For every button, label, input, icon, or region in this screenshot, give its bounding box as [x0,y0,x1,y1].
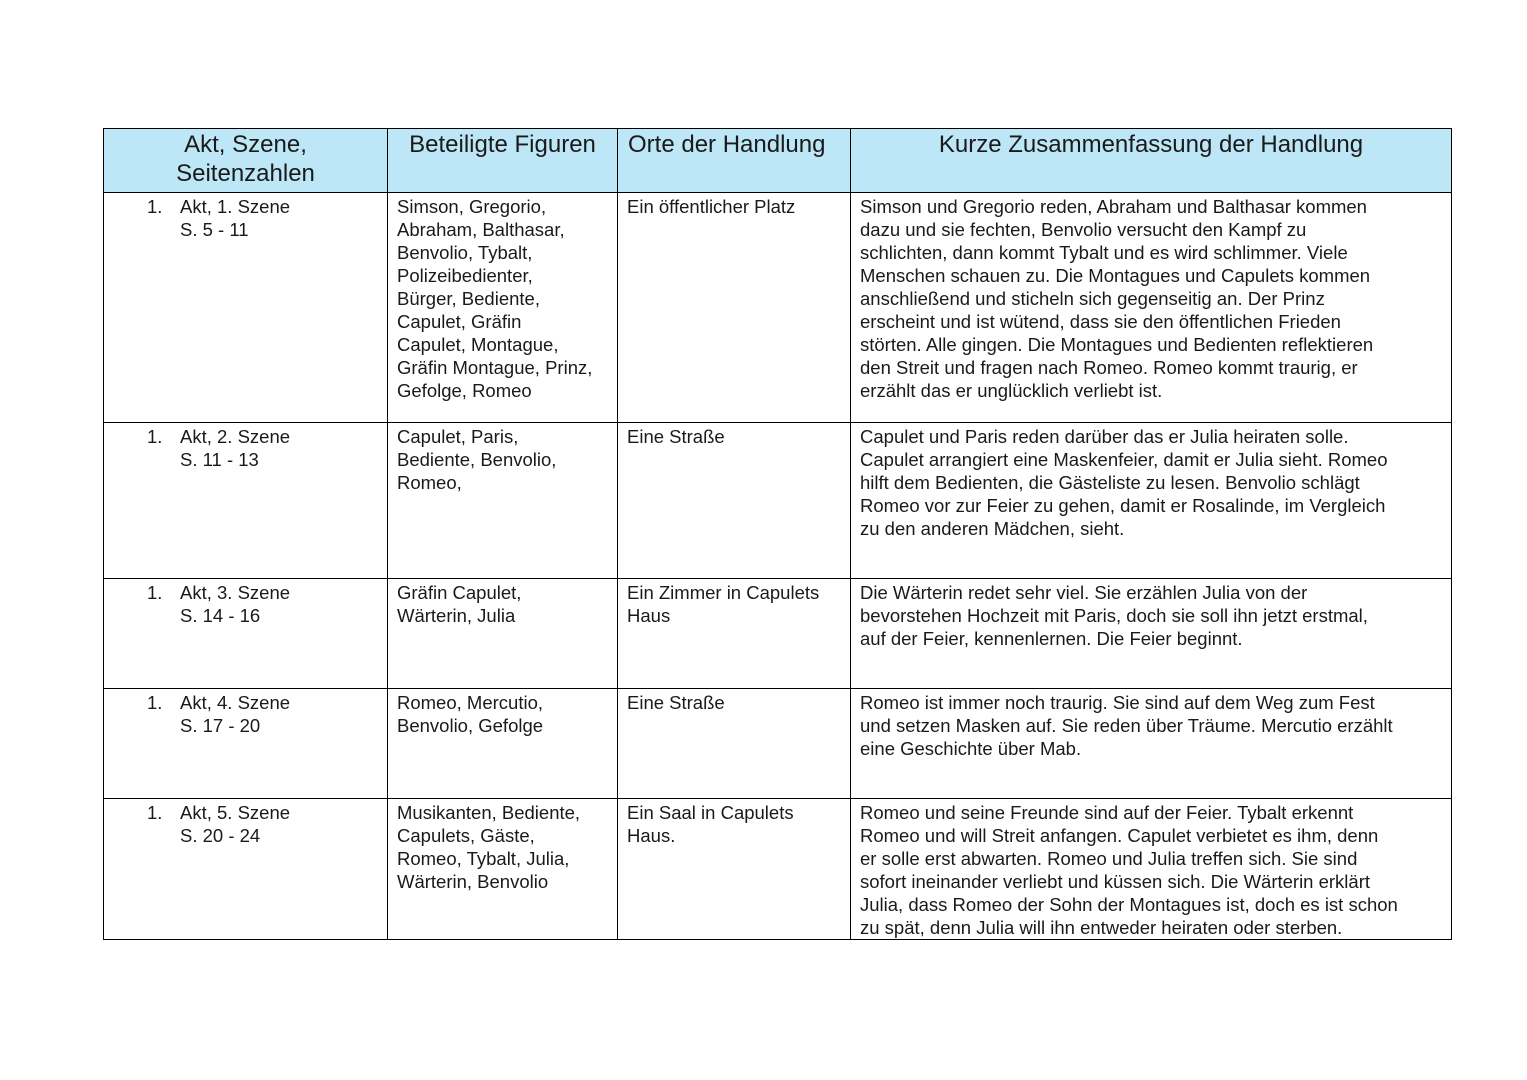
summary-cell: Die Wärterin redet sehr viel. Sie erzählen Julia von der bevorstehen Hochzeit mit Paris, doch sie soll ihn jetzt erstmal, auf der Feier, kennenlernen. Die Feier beginnt. [851,579,1452,689]
page-range: S. 11 - 13 [180,449,259,470]
page-range: S. 20 - 24 [180,825,261,846]
figures-cell: Simson, Gregorio, Abraham, Balthasar, Benvolio, Tybalt, Polizeibedienter, Bürger, Bediente, Capulet, Gräfin Capulet, Montague, Gräfin Montague, Prinz, Gefolge, Romeo [388,193,618,423]
scene-summary-table [103,128,1452,940]
figures-cell: Romeo, Mercutio, Benvolio, Gefolge [388,689,618,799]
act-scene: Akt, 4. Szene [180,692,291,713]
act-scene-cell [104,423,388,579]
header-summary: Kurze Zusammenfassung der Handlung [851,129,1452,193]
figures-cell: Capulet, Paris, Bediente, Benvolio, Romeo, [388,423,618,579]
act-number: 1. [147,582,163,603]
act-scene-cell [104,579,388,689]
location-cell: Eine Straße [618,423,851,579]
page-range: S. 17 - 20 [180,715,261,736]
header-act-scene-pages: Akt, Szene, Seitenzahlen [104,129,388,193]
location-cell: Eine Straße [618,689,851,799]
location-cell: Ein Saal in Capulets Haus. [618,799,851,940]
table-row [104,193,1452,423]
act-scene-cell [104,193,388,423]
header-row [104,129,1452,193]
act-scene-cell [104,689,388,799]
act-scene-cell [104,799,388,940]
summary-cell: Capulet und Paris reden darüber das er Julia heiraten solle. Capulet arrangiert eine Maskenfeier, damit er Julia sieht. Romeo hilft dem Bedienten, die Gästeliste zu lesen. Benvolio schlägt Romeo vor zur Feier zu gehen, damit er Rosalinde, im Vergleich zu den anderen Mädchen, sieht. [851,423,1452,579]
act-number: 1. [147,196,163,217]
table-row [104,689,1452,799]
location-cell: Ein Zimmer in Capulets Haus [618,579,851,689]
page-range: S. 5 - 11 [180,219,249,240]
act-scene: Akt, 2. Szene [180,426,291,447]
act-number: 1. [147,692,163,713]
act-number: 1. [147,426,163,447]
act-scene: Akt, 3. Szene [180,582,291,603]
figures-cell: Musikanten, Bediente, Capulets, Gäste, Romeo, Tybalt, Julia, Wärterin, Benvolio [388,799,618,940]
act-number: 1. [147,802,163,823]
header-figures: Beteiligte Figuren [388,129,618,193]
location-cell: Ein öffentlicher Platz [618,193,851,423]
act-scene: Akt, 1. Szene [180,196,291,217]
table-row [104,423,1452,579]
page-range: S. 14 - 16 [180,605,261,626]
summary-cell: Romeo und seine Freunde sind auf der Feier. Tybalt erkennt Romeo und will Streit anfangen. Capulet verbietet es ihm, denn er solle erst abwarten. Romeo und Julia treffen sich. Sie sind sofort ineinander verliebt und küssen sich. Die Wärterin erklärt Julia, dass Romeo der Sohn der Montagues ist, doch es ist schon zu spät, denn Julia will ihn entweder heiraten oder sterben. [851,799,1452,940]
figures-cell: Gräfin Capulet, Wärterin, Julia [388,579,618,689]
table-row [104,799,1452,940]
summary-cell: Romeo ist immer noch traurig. Sie sind auf dem Weg zum Fest und setzen Masken auf. Sie reden über Träume. Mercutio erzählt eine Geschichte über Mab. [851,689,1452,799]
act-scene: Akt, 5. Szene [180,802,291,823]
summary-cell: Simson und Gregorio reden, Abraham und Balthasar kommen dazu und sie fechten, Benvolio versucht den Kampf zu schlichten, dann kommt Tybalt und es wird schlimmer. Viele Menschen schauen zu. Die Montagues und Capulets kommen anschließend und sticheln sich gegenseitig an. Der Prinz erscheint und ist wütend, dass sie den öffentlichen Frieden störten. Alle gingen. Die Montagues und Bedienten reflektieren den Streit und fragen nach Romeo. Romeo kommt traurig, er erzählt das er unglücklich verliebt ist. [851,193,1452,423]
header-locations: Orte der Handlung [618,129,851,193]
table-row [104,579,1452,689]
